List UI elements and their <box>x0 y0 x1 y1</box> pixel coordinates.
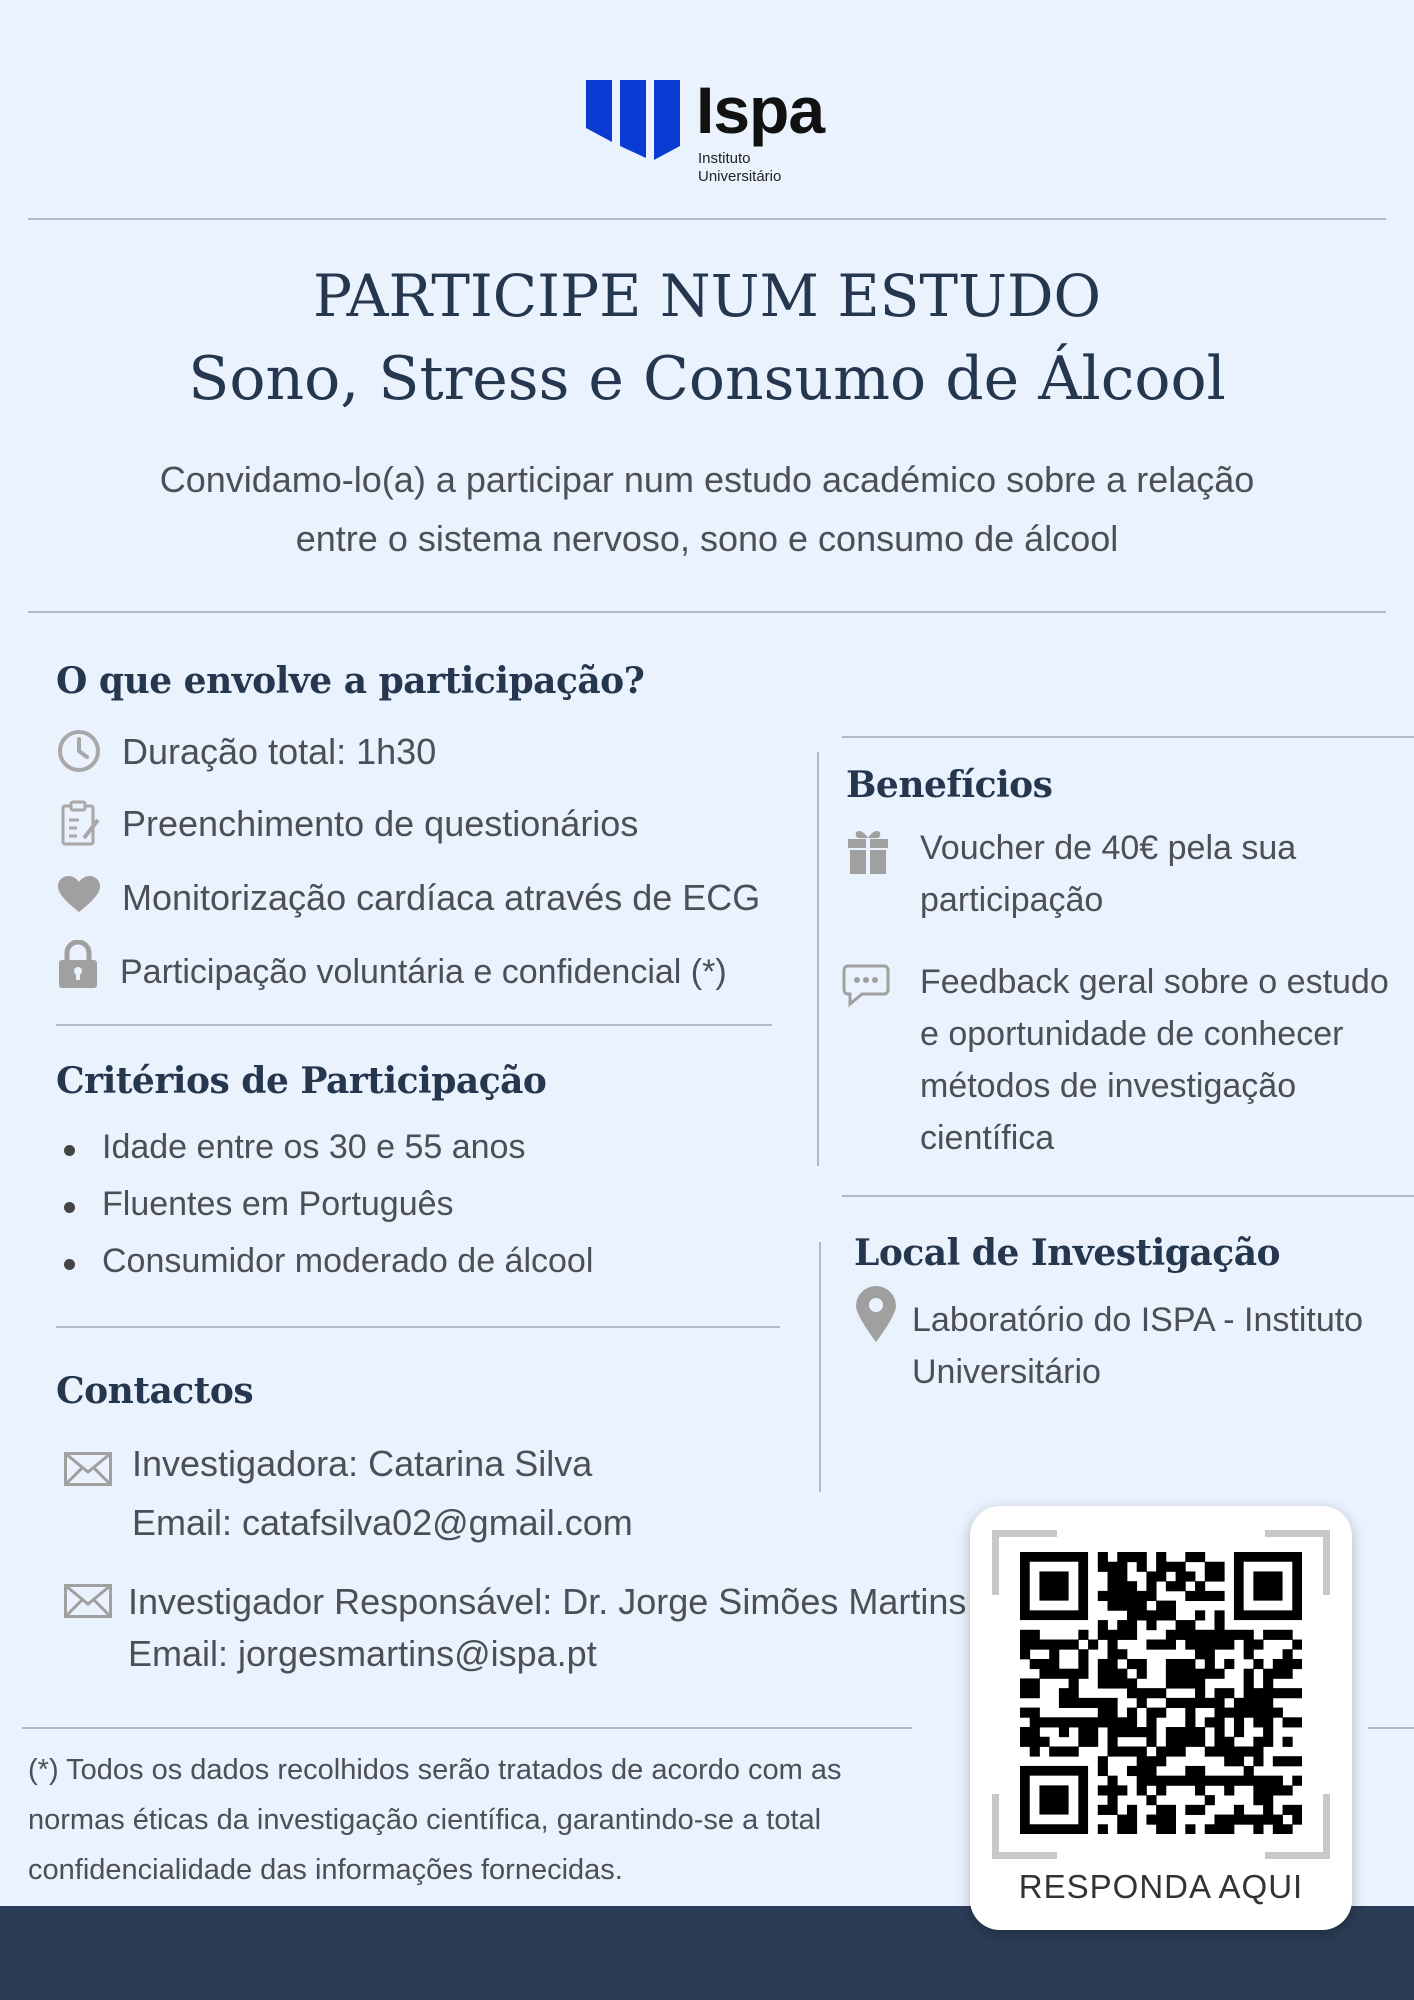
chat-bubble-icon <box>842 964 890 1008</box>
participation-item-voluntary: Participação voluntária e confidencial (*) <box>120 953 727 991</box>
footnote: (*) Todos os dados recolhidos serão tratados de acordo com as normas éticas da investigação científica, garantindo-se a total confidencialidade das informações fornecidas. <box>28 1754 842 1886</box>
benefit-voucher: Voucher de 40€ pela sua participação <box>920 829 1297 919</box>
location-text: Laboratório do ISPA - Instituto Universitário <box>912 1301 1364 1391</box>
participation-item-duration: Duração total: 1h30 <box>122 731 437 772</box>
benefits-heading: Benefícios <box>846 764 1053 806</box>
qr-card[interactable] <box>970 1506 1352 1930</box>
clipboard-icon <box>60 800 102 846</box>
criteria-item: Fluentes em Português <box>102 1185 454 1224</box>
divider-criteria <box>56 1326 780 1328</box>
contact-researcher-name: Investigadora: Catarina Silva <box>132 1443 593 1484</box>
divider-participation <box>56 1024 772 1026</box>
divider-location-top <box>842 1195 1414 1197</box>
envelope-icon <box>64 1452 112 1486</box>
column-divider-benefits <box>817 752 819 1166</box>
contacts-heading: Contactos <box>56 1370 254 1412</box>
qr-label: RESPONDA AQUI <box>1018 1868 1304 1905</box>
logo-wordmark: Ispa <box>696 73 825 147</box>
column-divider-location <box>819 1242 821 1492</box>
participation-item-questionnaires: Preenchimento de questionários <box>122 803 639 844</box>
qr-code-icon[interactable] <box>1020 1552 1302 1834</box>
map-pin-icon <box>856 1286 896 1342</box>
clock-icon <box>57 729 101 773</box>
ispa-logo <box>586 73 846 190</box>
participation-heading: O que envolve a participação? <box>56 660 645 702</box>
criteria-heading: Critérios de Participação <box>56 1060 547 1102</box>
contact-supervisor-name: Investigador Responsável: Dr. Jorge Simões Martins <box>128 1581 967 1622</box>
divider-benefits-top <box>842 736 1414 738</box>
logo-subtitle: Instituto Universitário <box>698 150 782 185</box>
criteria-item: Idade entre os 30 e 55 anos <box>102 1128 525 1167</box>
divider-header <box>28 611 1386 613</box>
contact-supervisor-email[interactable]: Email: jorgesmartins@ispa.pt <box>128 1633 597 1674</box>
divider-footnote <box>22 1727 912 1729</box>
criteria-item: Consumidor moderado de álcool <box>102 1242 593 1281</box>
benefit-feedback: Feedback geral sobre o estudo e oportunidade de conhecer métodos de investigação científica <box>920 963 1389 1157</box>
ispa-shield-icon <box>586 80 680 162</box>
page-title: PARTICIPE NUM ESTUDO <box>312 262 1102 330</box>
divider-top <box>28 218 1386 220</box>
participation-item-ecg: Monitorização cardíaca através de ECG <box>122 877 761 918</box>
contact-researcher-email[interactable]: Email: catafsilva02@gmail.com <box>132 1502 633 1543</box>
gift-icon <box>848 826 888 874</box>
envelope-icon <box>64 1584 112 1618</box>
page-subtitle: Sono, Stress e Consumo de Álcool <box>188 344 1226 414</box>
lock-icon <box>59 940 97 988</box>
divider-footnote-right <box>1368 1727 1414 1729</box>
location-heading: Local de Investigação <box>854 1232 1281 1274</box>
heart-icon <box>58 876 100 914</box>
intro-text: Convidamo-lo(a) a participar num estudo académico sobre a relação entre o sistema nervoso, sono e consumo de álcool <box>159 459 1255 559</box>
